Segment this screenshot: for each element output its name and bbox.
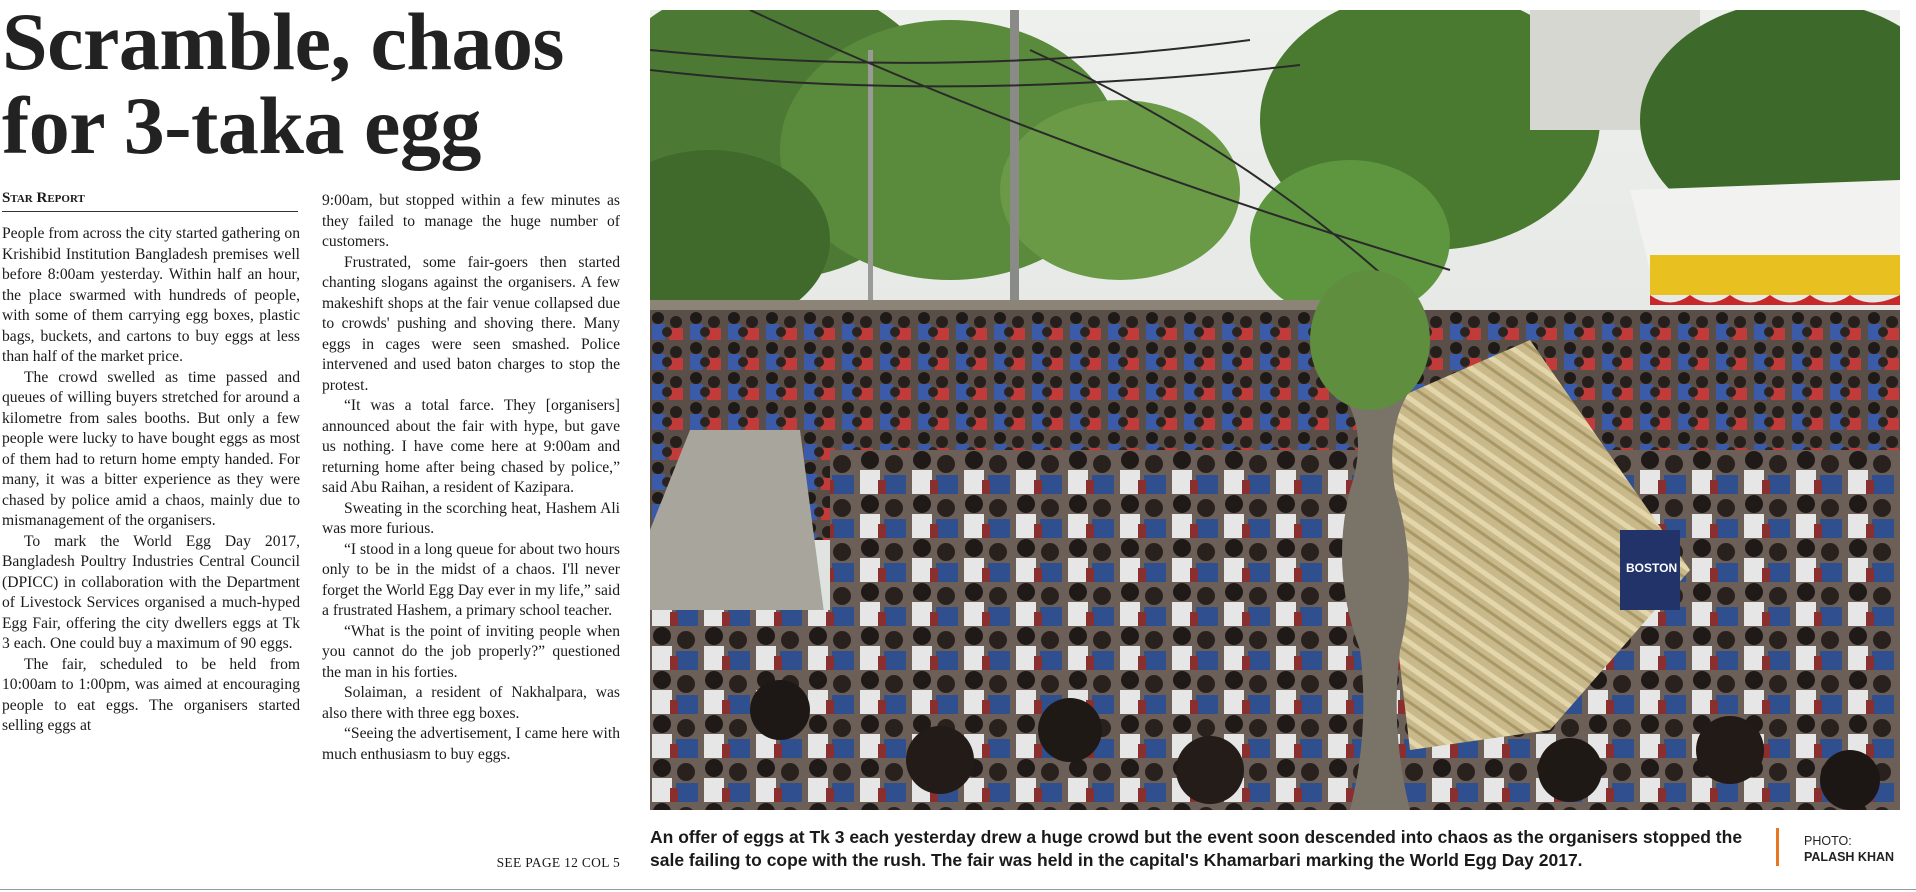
crowd-photo-illustration [650,10,1900,810]
photo-credit [1804,833,1914,865]
paragraph: Frustrated, some fair-goers then started chanting slogans against the organisers. A few makeshift shops at the fair venue collapsed due to crowds' pushing and shoving there. Many eggs in cages were seen smashed. Police intervened and used baton charges to stop the protest. [322,253,620,394]
article-column-1 [2,224,300,737]
continuation-note: SEE PAGE 12 COL 5 [496,855,620,870]
paragraph: People from across the city started gathering on Krishibid Institution Bangladesh premises well before 8:00am yesterday. Within half an hour, the place swarmed with hundreds of people, with some of them carrying egg boxes, plastic bags, buckets, and cartons to buy eggs at less than half of the market price. [2,225,300,365]
photo-caption: An offer of eggs at Tk 3 each yesterday drew a huge crowd but the event soon descended into chaos as the organisers stopped the sale failing to cope with the rush. The fair was held in the capital's Khamarbari marking the World Egg Day 2017. [650,827,1743,870]
article-column-2 [322,191,620,765]
paragraph: 9:00am, but stopped within a few minutes as they failed to manage the huge number of customers. [322,192,620,250]
credit-name: PALASH KHAN [1804,850,1895,864]
headline-line1: Scramble, chaos [2,0,564,87]
bottom-rule [0,889,1916,890]
credit-divider [1776,828,1779,866]
headline-line2: for 3-taka egg [2,80,481,171]
paragraph: The fair, scheduled to be held from 10:00am to 1:00pm, was aimed at encouraging people to eat eggs. The organisers started selling eggs at [2,655,300,734]
paragraph: Sweating in the scorching heat, Hashem Ali was more furious. [322,499,620,537]
paragraph: The crowd swelled as time passed and queues of willing buyers stretched for around a kilometre from sales booths. But only a few people were lucky to have bought eggs as most of them had to return home empty handed. For many, it was a bitter experience as they were chased by police amid a chaos, mainly due to mismanagement of the organisers. [2,368,300,529]
headline [2,0,642,171]
paragraph: Solaiman, a resident of Nakhalpara, was also there with three egg boxes. [322,684,620,722]
paragraph: “I stood in a long queue for about two hours only to be in the midst of a chaos. I'll never forget the World Egg Day ever in my life,” said a frustrated Hashem, a primary school teacher. [322,540,620,619]
paragraph: “Seeing the advertisement, I came here with much enthusiasm to buy eggs. [322,725,620,763]
paragraph: To mark the World Egg Day 2017, Bangladesh Poultry Industries Central Council (DPICC) in collaboration with the Department of Livestock Services organised a much-hyped Egg Fair, offering the city dwellers eggs at Tk 3 each. One could buy a maximum of 90 eggs. [2,532,300,652]
paragraph: “What is the point of inviting people when you cannot do the job properly?” questioned the man in his forties. [322,622,620,681]
credit-label: PHOTO: [1804,834,1852,848]
news-photo [650,10,1900,810]
shirt-text: BOSTON [1626,561,1678,575]
byline: Star Report [2,190,298,212]
paragraph: “It was a total farce. They [organisers] announced about the fair with hype, but gave us nothing. I have come here at 9:00am and returning home after being chased by police,” said Abu Raihan, a resident of Kazipara. [322,397,620,496]
